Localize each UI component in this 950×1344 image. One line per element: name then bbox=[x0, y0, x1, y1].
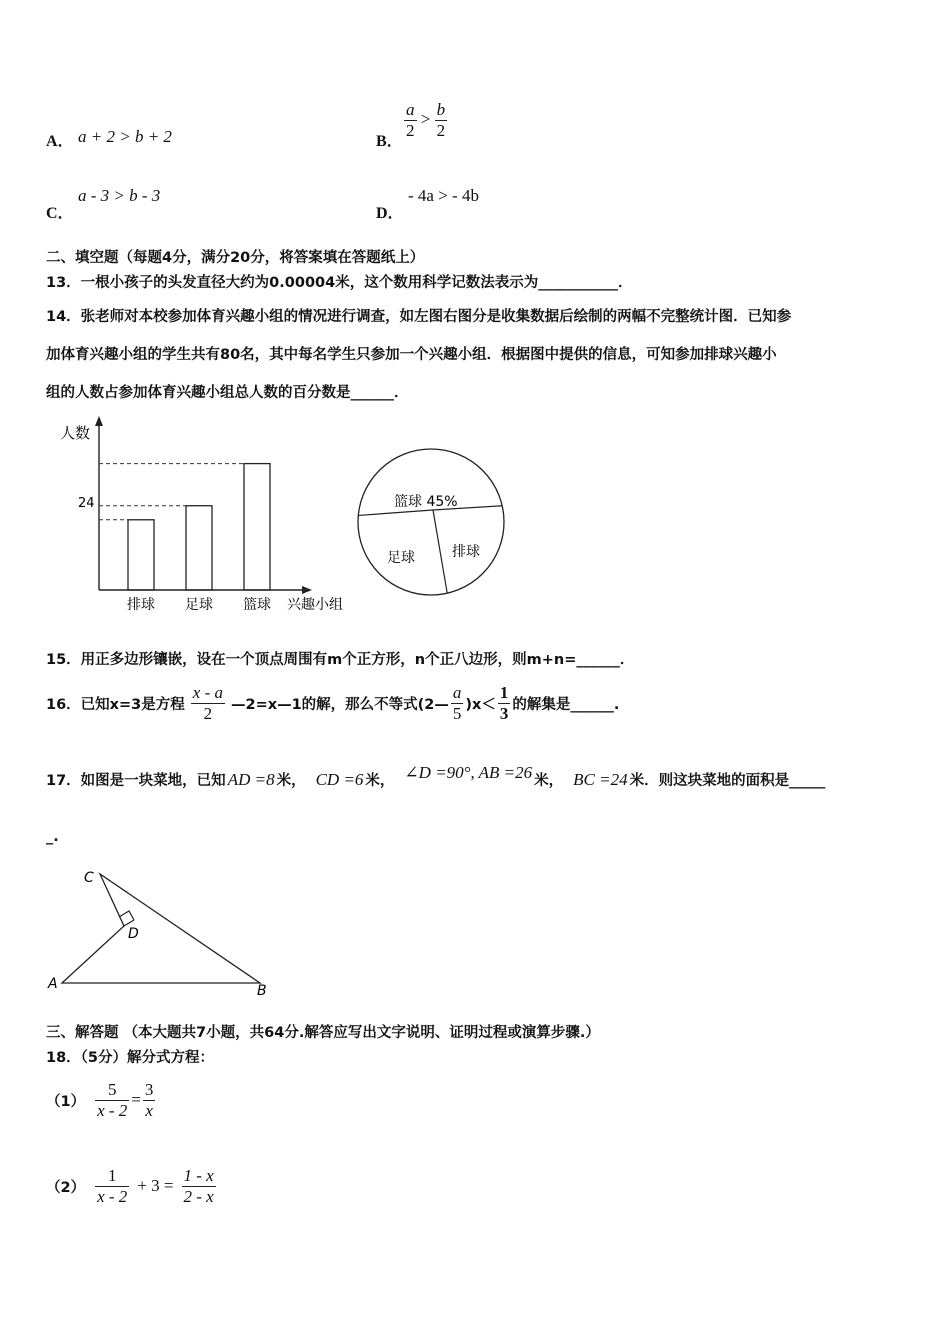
pie-outline bbox=[358, 449, 504, 595]
bar-label-2: 篮球 bbox=[243, 597, 271, 613]
option-b-num-left: a bbox=[406, 100, 415, 119]
pie-label-basketball: 篮球 45% bbox=[394, 494, 458, 510]
q18-part1 bbox=[46, 1076, 155, 1124]
bar-2 bbox=[244, 464, 270, 590]
label-a: A bbox=[48, 976, 58, 992]
pie-label-volleyball: 排球 bbox=[452, 544, 480, 560]
bar-chart bbox=[40, 412, 370, 617]
q16-frac2-num: a bbox=[452, 682, 462, 702]
bar-0 bbox=[128, 520, 154, 590]
option-a-expr: a + 2 > b + 2 bbox=[78, 127, 172, 146]
q18-p1-rd: x bbox=[145, 1100, 153, 1120]
q17 bbox=[46, 762, 826, 790]
q14-line3: 组的人数占参加体育兴趣小组总人数的百分数是______． bbox=[46, 385, 409, 401]
q16-frac1-den: 2 bbox=[203, 703, 213, 723]
quadrilateral bbox=[62, 874, 260, 983]
q16-mid2: )x＜ bbox=[465, 696, 496, 713]
figure-17 bbox=[40, 862, 280, 1000]
q17-prefix: 17．如图是一块菜地，已知 bbox=[46, 773, 226, 789]
q17-cd: CD =6 bbox=[315, 769, 364, 789]
section2-heading: 二、填空题（每题4分，满分20分，将答案填在答题纸上） bbox=[46, 250, 425, 266]
option-b-num-right: b bbox=[436, 100, 446, 119]
x-axis-label: 兴趣小组 bbox=[287, 597, 343, 613]
q18-title: 18．（5分）解分式方程： bbox=[46, 1050, 215, 1066]
q18-p2-rn: 1 - x bbox=[183, 1165, 214, 1185]
y-tick-24: 24 bbox=[78, 496, 95, 511]
option-a-label: A． bbox=[46, 133, 74, 150]
q18-p2-mid: + 3 = bbox=[137, 1176, 174, 1195]
y-axis-label: 人数 bbox=[60, 424, 91, 442]
label-b: B bbox=[257, 983, 267, 999]
y-axis-arrow-icon bbox=[95, 416, 103, 426]
bar-label-1: 足球 bbox=[185, 597, 213, 613]
q16-frac2-den: 5 bbox=[452, 703, 462, 723]
option-b-label: B． bbox=[376, 133, 403, 150]
pie-label-football: 足球 bbox=[387, 550, 415, 566]
x-axis-arrow-icon bbox=[302, 586, 312, 594]
q17-unit1: 米， bbox=[276, 773, 306, 789]
q18-p1-label: （1） bbox=[46, 1093, 86, 1110]
option-b-den-right: 2 bbox=[436, 121, 446, 140]
pie-divider-0 bbox=[358, 510, 433, 515]
q18-p2-label: （2） bbox=[46, 1179, 86, 1196]
option-c-expr: a - 3 > b - 3 bbox=[78, 186, 161, 205]
q13-text: 13．一根小孩子的头发直径大约为0.00004米，这个数用科学记数法表示为___________． bbox=[46, 275, 633, 291]
q15-text: 15．用正多边形镶嵌，设在一个顶点周围有m个正方形，n个正八边形，则m+n=______． bbox=[46, 652, 635, 668]
q16-frac3-num: 1 bbox=[499, 682, 509, 702]
q17-ad: AD =8 bbox=[227, 769, 275, 789]
q16-frac3-den: 3 bbox=[499, 703, 509, 723]
option-d-label: D． bbox=[376, 205, 404, 222]
q18-p1-ln: 5 bbox=[95, 1080, 129, 1101]
q14-line1: 14．张老师对本校参加体育兴趣小组的情况进行调查，如左图右图分是收集数据后绘制的两幅不完整统计图．已知参 bbox=[46, 309, 792, 325]
label-c: C bbox=[84, 870, 94, 886]
q17-suffix: 米．则这块菜地的面积是_____ bbox=[629, 773, 826, 789]
q16 bbox=[46, 680, 619, 726]
label-d: D bbox=[128, 926, 139, 942]
q17-bc: BC =24 bbox=[573, 769, 628, 789]
q16-mid: —2=x—1的解，那么不等式(2— bbox=[231, 696, 449, 713]
bar-1 bbox=[186, 506, 212, 590]
q16-frac1-num: x - a bbox=[192, 682, 223, 702]
q18-p1-rn: 3 bbox=[144, 1079, 154, 1099]
option-c-label: C． bbox=[46, 205, 74, 222]
option-d-expr: - 4a > - 4b bbox=[408, 186, 479, 205]
option-b-den-left: 2 bbox=[406, 121, 415, 140]
bar-label-0: 排球 bbox=[127, 597, 155, 613]
q18-p2-rd: 2 - x bbox=[183, 1186, 214, 1206]
q18-p2-ld: x - 2 bbox=[97, 1186, 128, 1206]
q18-p1-eq: = bbox=[131, 1090, 141, 1109]
option-b-op: > bbox=[420, 109, 431, 129]
q17-angle: ∠D =90°, AB =26 bbox=[404, 762, 533, 782]
q18-p1-ld: x - 2 bbox=[97, 1100, 128, 1120]
q18-part2 bbox=[46, 1162, 216, 1210]
pie-chart bbox=[352, 442, 512, 602]
q14-line2: 加体育兴趣小组的学生共有80名，其中每名学生只参加一个兴趣小组．根据图中提供的信息，可知参加排球兴趣小 bbox=[46, 347, 777, 363]
q17-unit3: 米， bbox=[534, 773, 564, 789]
q16-suffix: 的解集是______. bbox=[512, 696, 620, 713]
option-b-expr bbox=[404, 100, 447, 141]
q17-unit2: 米， bbox=[365, 773, 395, 789]
q17-cont: _. bbox=[46, 829, 59, 845]
pie-divider-2 bbox=[433, 510, 447, 593]
q16-prefix: 16．已知x=3是方程 bbox=[46, 696, 185, 713]
section3-heading: 三、解答题 （本大题共7小题，共64分.解答应写出文字说明、证明过程或演算步骤.） bbox=[46, 1025, 600, 1041]
q18-p2-ln: 1 bbox=[95, 1166, 129, 1187]
